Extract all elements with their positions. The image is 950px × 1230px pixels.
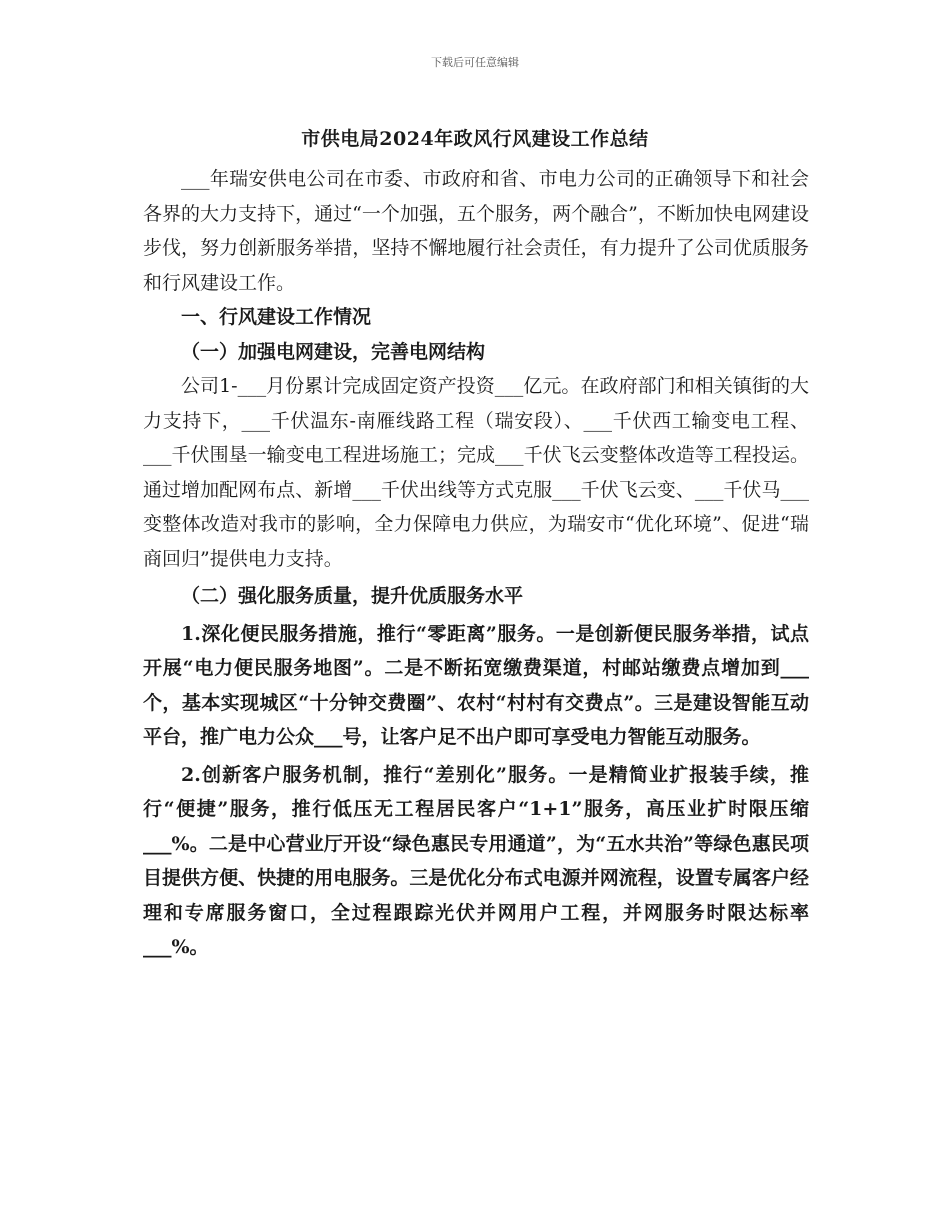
subsection-heading-1: （一）加强电网建设，完善电网结构 — [181, 340, 486, 363]
intro-paragraph: ___年瑞安供电公司在市委、市政府和省、市电力公司的正确领导下和社会各界的大力支持下，通过“一个加强，五个服务，两个融合”，不断加快电网建设步伐，努力创新服务举措，坚持不懈地履行社会责任，有力提升了公司优质服务和行风建设工作。 — [143, 168, 809, 294]
subsection-1-paragraph: 公司1-___月份累计完成固定资产投资___亿元。在政府部门和相关镇街的大力支持下，___千伏温东-南雁线路工程（瑞安段）、___千伏西工输变电工程、___千伏围垦一输变电工程进场施工；完成___千伏飞云变整体改造等工程投运。通过增加配网布点、新增___千伏出线等方式克服___千伏飞云变、___千伏马___变整体改造对我市的影响，全力保障电力供应，为瑞安市“优化环境”、促进“瑞商回归”提供电力支持。 — [143, 375, 809, 570]
page-header-note: 下载后可任意编辑 — [431, 56, 519, 69]
document-title: 市供电局2024年政风行风建设工作总结 — [301, 128, 649, 150]
section-heading-1: 一、行风建设工作情况 — [181, 306, 372, 328]
item-1-paragraph: 1.深化便民服务措施，推行“零距离”服务。一是创新便民服务举措，试点开展“电力便民服务地图”。二是不断拓宽缴费渠道，村邮站缴费点增加到___个，基本实现城区“十分钟交费圈”、农村“村村有交费点”。三是建设智能互动平台，推广电力公众___号，让客户足不出户即可享受电力智能互动服务。 — [143, 622, 809, 748]
subsection-heading-2: （二）强化服务质量，提升优质服务水平 — [181, 585, 524, 607]
item-2-paragraph: 2.创新客户服务机制，推行“差别化”服务。一是精简业扩报装手续，推行“便捷”服务，推行低压无工程居民客户“1+1”服务，高压业扩时限压缩___%。二是中心营业厅开设“绿色惠民专用通道”，为“五水共治”等绿色惠民项目提供方便、快捷的用电服务。三是优化分布式电源并网流程，设置专属客户经理和专席服务窗口，全过程跟踪光伏并网用户工程，并网服务时限达标率___%。 — [143, 763, 809, 958]
document-body — [143, 162, 809, 965]
